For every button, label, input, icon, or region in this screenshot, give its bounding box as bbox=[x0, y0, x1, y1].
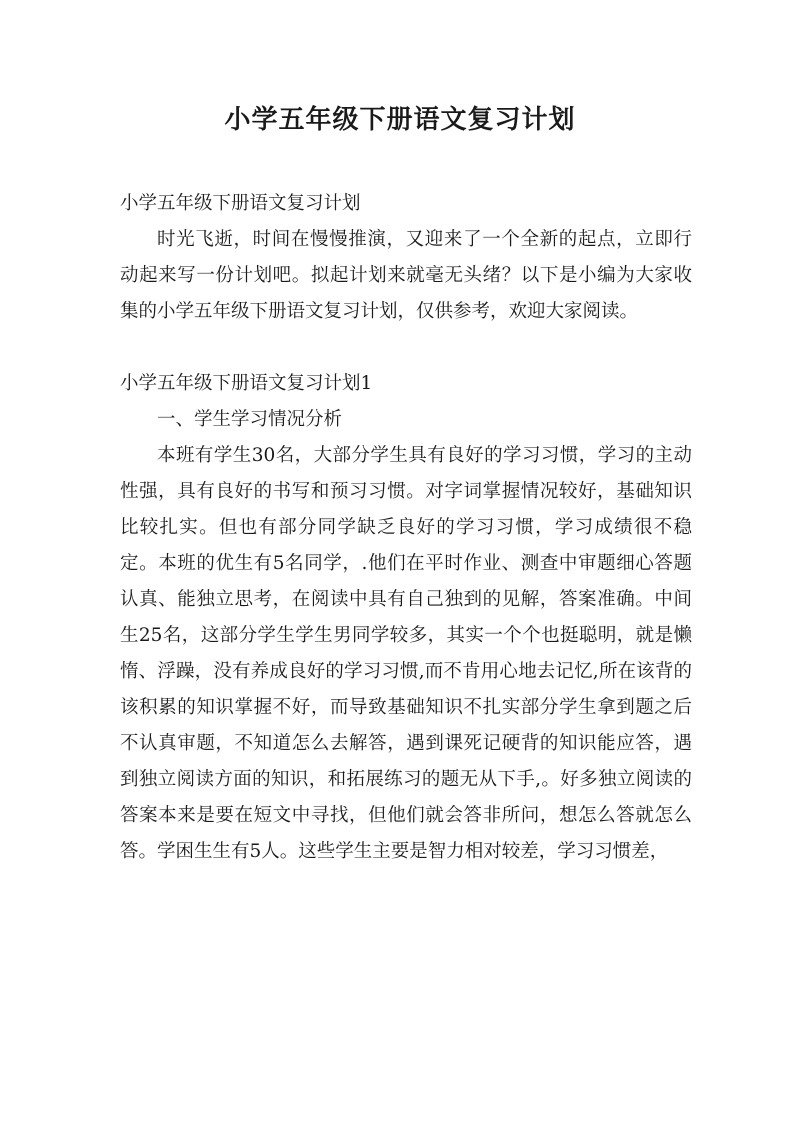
intro-paragraph: 时光飞逝，时间在慢慢推演，又迎来了一个全新的起点，立即行动起来写一份计划吧。拟起计划来就毫无头绪？以下是小编为大家收集的小学五年级下册语文复习计划，仅供参考，欢迎大家阅读。 bbox=[120, 229, 692, 322]
document-subtitle: 小学五年级下册语文复习计划 bbox=[120, 193, 361, 214]
section-heading: 小学五年级下册语文复习计划1 bbox=[120, 373, 373, 394]
document-body bbox=[120, 186, 692, 870]
paragraph-spacer bbox=[120, 330, 692, 366]
document-title: 小学五年级下册语文复习计划 bbox=[224, 105, 576, 135]
body-paragraph: 本班有学生30名，大部分学生具有良好的学习习惯，学习的主动性强，具有良好的书写和预习习惯。对字词掌握情况较好，基础知识比较扎实。但也有部分同学缺乏良好的学习习惯，学习成绩很不稳定。本班的优生有5名同学，.他们在平时作业、测查中审题细心答题认真、能独立思考，在阅读中具有自己独到的见解，答案准确。中间生25名，这部分学生学生男同学较多，其实一个个也挺聪明，就是懒惰、浮躁，没有养成良好的学习习惯,而不肯用心地去记忆,所在该背的该积累的知识掌握不好，而导致基础知识不扎实部分学生拿到题之后不认真审题，不知道怎么去解答，遇到课死记硬背的知识能应答，遇到独立阅读方面的知识，和拓展练习的题无从下手,。好多独立阅读的答案本来是要在短文中寻找，但他们就会答非所问，想怎么答就怎么答。学困生生有5人。这些学生主要是智力相对较差，学习习惯差， bbox=[120, 445, 692, 862]
subsection-heading: 一、学生学习情况分析 bbox=[157, 409, 343, 430]
